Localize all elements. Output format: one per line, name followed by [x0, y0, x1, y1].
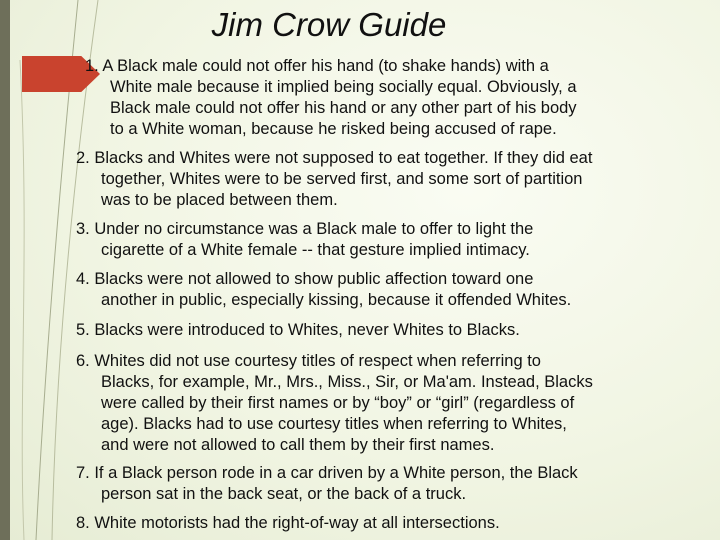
list-item-8 [76, 513, 500, 534]
list-item-5 [76, 320, 520, 341]
item-line: cigarette of a White female -- that gesture implied intimacy. [101, 241, 530, 259]
item-line: was to be placed between them. [101, 191, 338, 209]
item-line: to a White woman, because he risked being accused of rape. [110, 120, 557, 138]
item-line: age). Blacks had to use courtesy titles when referring to Whites, [101, 415, 567, 433]
slide-title: Jim Crow Guide [211, 6, 447, 43]
item-line: Black male could not offer his hand or any other part of his body [110, 99, 577, 117]
item-line: 4. Blacks were not allowed to show public affection toward one [76, 270, 534, 288]
item-line: 3. Under no circumstance was a Black male to offer to light the [76, 220, 534, 238]
list-item-7 [76, 463, 578, 505]
list-item-6 [76, 351, 593, 456]
list-item-1 [85, 56, 577, 140]
item-line: and were not allowed to call them by their first names. [101, 436, 495, 454]
item-line: person sat in the back seat, or the back of a truck. [101, 485, 467, 503]
item-line: 8. White motorists had the right-of-way at all intersections. [76, 514, 500, 532]
item-line: 6. Whites did not use courtesy titles of respect when referring to [76, 352, 541, 370]
item-line: 5. Blacks were introduced to Whites, never Whites to Blacks. [76, 321, 520, 339]
item-line: another in public, especially kissing, because it offended Whites. [101, 291, 572, 309]
item-line: together, Whites were to be served first, and some sort of partition [101, 170, 583, 188]
list-item-2 [76, 148, 592, 211]
item-line: White male because it implied being socially equal. Obviously, a [110, 78, 577, 96]
item-line: 2. Blacks and Whites were not supposed to eat together. If they did eat [76, 149, 593, 167]
item-line: Blacks, for example, Mr., Mrs., Miss., Sir, or Ma'am. Instead, Blacks [101, 373, 593, 391]
list-item-3 [76, 219, 533, 261]
list-item-4 [76, 269, 571, 311]
item-line: 7. If a Black person rode in a car driven by a White person, the Black [76, 464, 578, 482]
item-line: 1. A Black male could not offer his hand (to shake hands) with a [85, 57, 549, 75]
item-line: were called by their first names or by “boy” or “girl” (regardless of [101, 394, 575, 412]
